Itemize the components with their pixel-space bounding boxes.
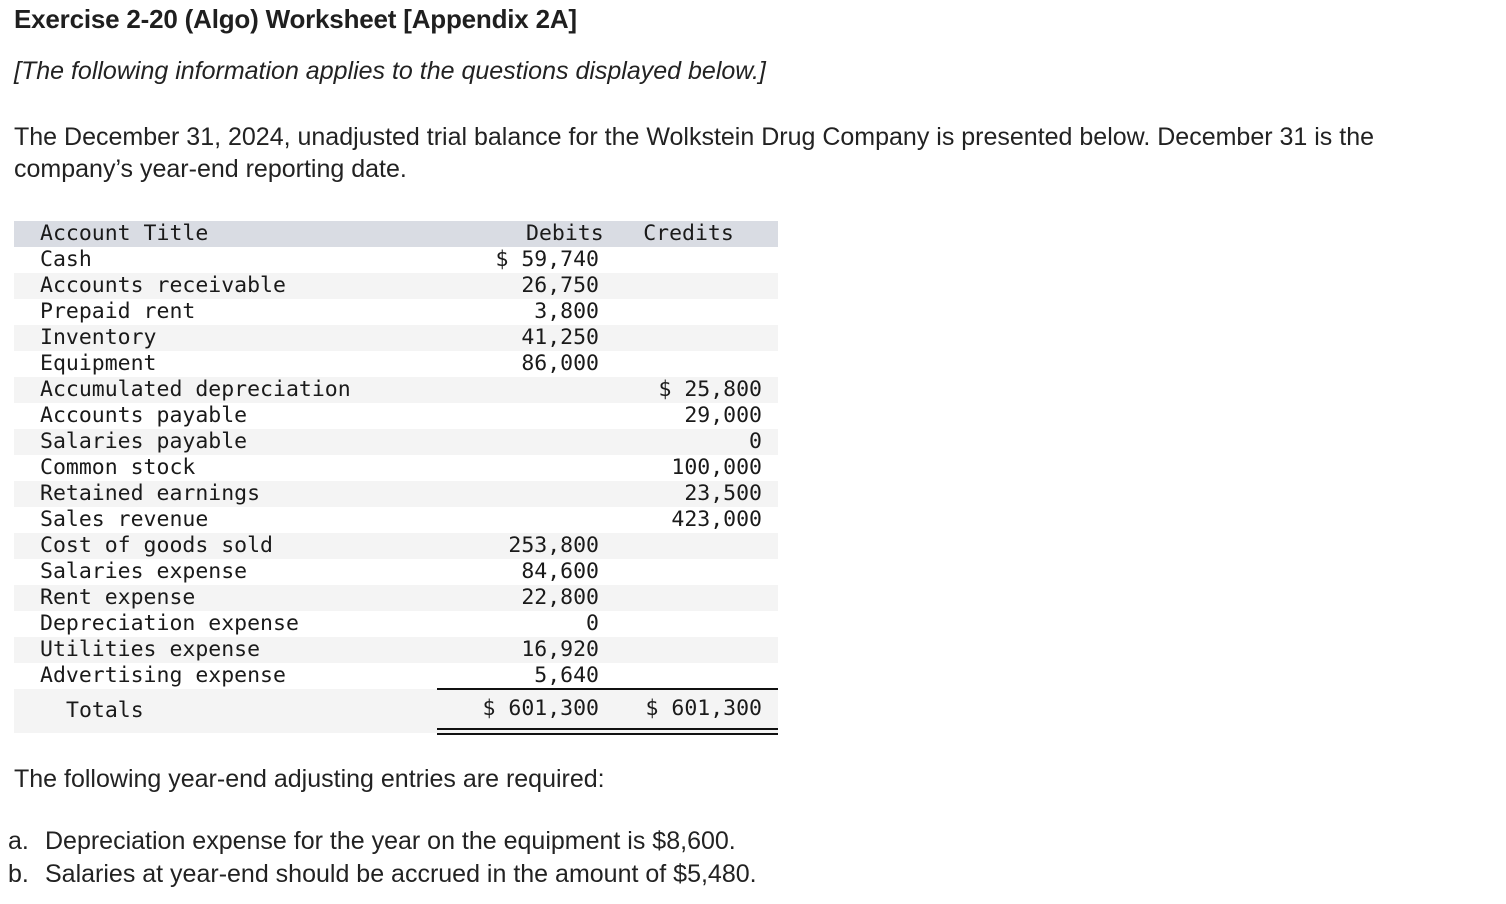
account-cell: Rent expense	[40, 585, 196, 610]
debit-cell: 86,000	[521, 351, 599, 376]
table-row	[14, 663, 778, 689]
debit-cell: 26,750	[521, 273, 599, 298]
credit-cell	[599, 637, 778, 663]
account-cell: Prepaid rent	[40, 299, 196, 324]
table-row	[14, 611, 778, 637]
debit-cell: 0	[586, 611, 599, 636]
list-marker: a.	[8, 827, 29, 855]
totals-row	[14, 689, 778, 733]
credit-cell	[599, 325, 778, 351]
debit-cell: 3,800	[534, 299, 599, 324]
account-title-header: Account Title	[40, 221, 209, 246]
table-row	[14, 585, 778, 611]
total-credits: $ 601,300	[645, 696, 762, 721]
debit-cell	[436, 429, 599, 455]
debit-cell: 16,920	[521, 637, 599, 662]
trial-balance-table	[14, 221, 778, 733]
account-cell: Utilities expense	[40, 637, 261, 662]
debit-cell	[436, 403, 599, 429]
table-row	[14, 481, 778, 507]
debit-cell: 84,600	[521, 559, 599, 584]
table-header-row	[14, 221, 778, 247]
list-item-text: Depreciation expense for the year on the equipment is $8,600.	[45, 827, 736, 855]
credit-cell	[599, 585, 778, 611]
account-cell: Inventory	[40, 325, 157, 350]
debit-cell	[436, 377, 599, 403]
account-cell: Equipment	[40, 351, 157, 376]
list-item-text: Salaries at year-end should be accrued in the amount of $5,480.	[45, 860, 757, 888]
table-row	[14, 429, 778, 455]
credit-cell	[599, 559, 778, 585]
total-debits: $ 601,300	[482, 696, 599, 721]
account-cell: Accounts receivable	[40, 273, 286, 298]
account-cell: Sales revenue	[40, 507, 209, 532]
list-marker: b.	[8, 860, 29, 888]
table-row	[14, 559, 778, 585]
adjustments-heading: The following year-end adjusting entries are required:	[14, 765, 605, 793]
account-cell: Retained earnings	[40, 481, 261, 506]
credit-cell: 29,000	[684, 403, 762, 428]
table-row	[14, 299, 778, 325]
credit-cell: 23,500	[684, 481, 762, 506]
table-row	[14, 325, 778, 351]
list-item	[8, 858, 757, 891]
totals-double-rule	[437, 728, 778, 735]
table-row	[14, 507, 778, 533]
credit-cell: 423,000	[671, 507, 762, 532]
credit-cell	[599, 611, 778, 637]
account-cell: Depreciation expense	[40, 611, 299, 636]
account-cell: Cash	[40, 247, 92, 272]
credit-cell	[599, 533, 778, 559]
adjustments-list	[8, 825, 757, 891]
exercise-title: Exercise 2-20 (Algo) Worksheet [Appendix 2A]	[14, 4, 577, 34]
table-row	[14, 351, 778, 377]
table-row	[14, 533, 778, 559]
table-row	[14, 273, 778, 299]
account-cell: Common stock	[40, 455, 196, 480]
credit-cell	[599, 247, 778, 273]
table-row	[14, 637, 778, 663]
list-item	[8, 825, 757, 858]
debits-header: Debits	[526, 221, 604, 246]
totals-label: Totals	[66, 698, 144, 723]
table-row	[14, 247, 778, 273]
account-cell: Accumulated depreciation	[40, 377, 351, 402]
credit-cell: 0	[749, 429, 762, 454]
table-row	[14, 403, 778, 429]
table-row	[14, 377, 778, 403]
credit-cell: 100,000	[671, 455, 762, 480]
table-row	[14, 455, 778, 481]
credit-cell	[599, 273, 778, 299]
credit-cell	[599, 299, 778, 325]
account-cell: Cost of goods sold	[40, 533, 273, 558]
credit-cell	[599, 663, 778, 689]
debit-cell	[436, 455, 599, 481]
debit-cell: 253,800	[508, 533, 599, 558]
account-cell: Salaries payable	[40, 429, 248, 454]
debit-cell: 22,800	[521, 585, 599, 610]
intro-paragraph: The December 31, 2024, unadjusted trial balance for the Wolkstein Drug Company is presented below. December 31 is the company’s year-end reporting date.	[14, 123, 1375, 183]
debit-cell	[436, 481, 599, 507]
info-note: [The following information applies to the questions displayed below.]	[14, 57, 766, 85]
account-cell: Advertising expense	[40, 663, 286, 688]
credits-header: Credits	[643, 221, 734, 246]
debit-cell: 41,250	[521, 325, 599, 350]
debit-cell: $ 59,740	[495, 247, 599, 272]
credit-cell: $ 25,800	[658, 377, 762, 402]
credit-cell	[599, 351, 778, 377]
account-cell: Salaries expense	[40, 559, 248, 584]
debit-cell: 5,640	[534, 663, 599, 688]
totals-single-rule	[437, 688, 778, 690]
account-cell: Accounts payable	[40, 403, 248, 428]
debit-cell	[436, 507, 599, 533]
